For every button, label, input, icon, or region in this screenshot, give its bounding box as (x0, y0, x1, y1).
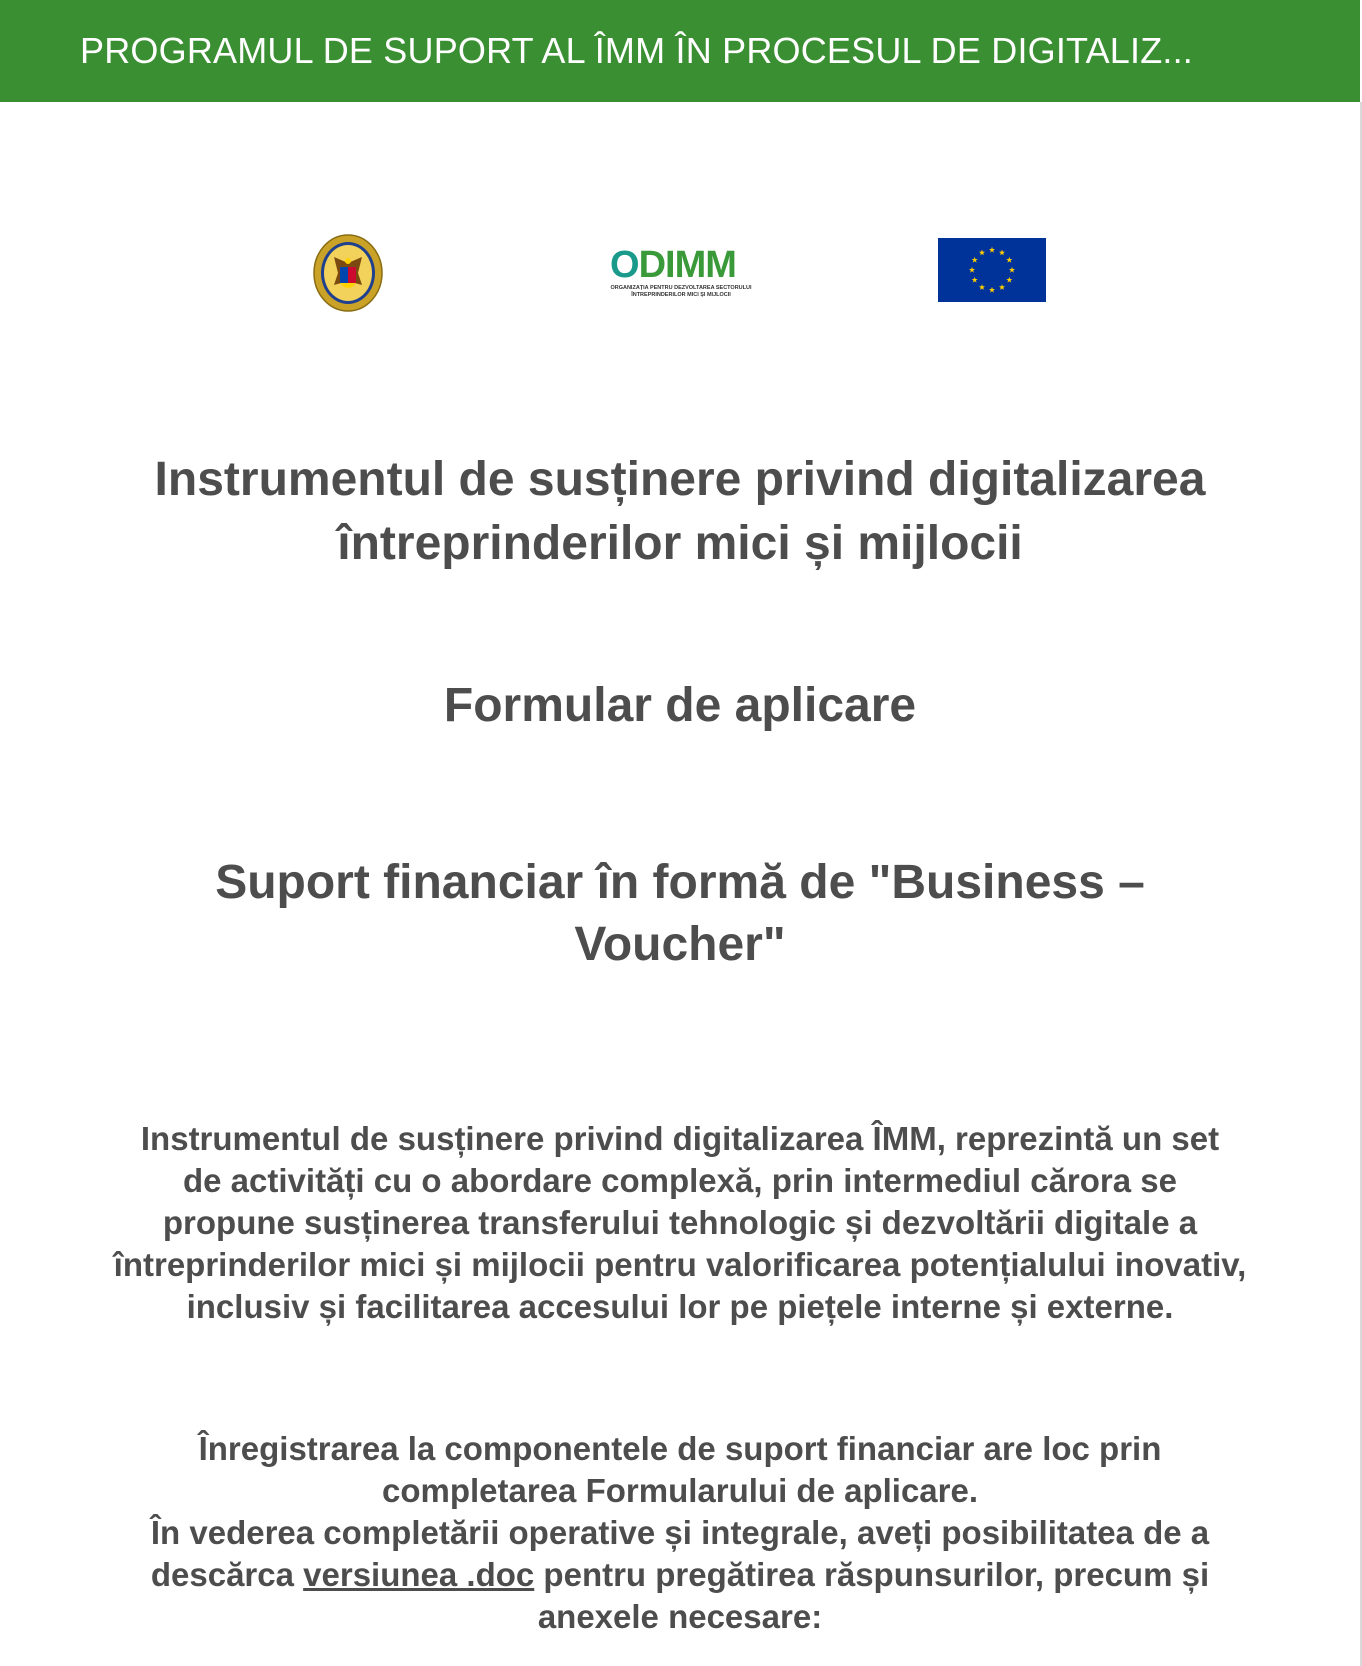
partner-logos (0, 225, 1360, 325)
program-description: Instrumentul de susținere privind digitalizarea ÎMM, reprezintă un set de activități cu o abordare complexă, prin intermediul cărora se propune susținerea transferului tehnologic și dezvoltării digitale a întreprinderilor mici și mijlocii pentru valorificarea potențialului inovativ, inclusiv și facilitarea accesului lor pe piețele interne și externe. (113, 1120, 1247, 1325)
voucher-title: Suport financiar în formă de "Business – Voucher" (215, 856, 1145, 971)
odimm-subtitle: ORGANIZAȚIA PENTRU DEZVOLTAREA SECTORULUI ÎNTREPRINDERILOR MICI ȘI MIJLOCII (610, 285, 752, 298)
odimm-logo (610, 245, 752, 297)
download-doc-link[interactable]: versiunea .doc (303, 1556, 535, 1593)
header-title: PROGRAMUL DE SUPORT AL ÎMM ÎN PROCESUL DE DIGITALIZ... (80, 30, 1194, 71)
eu-flag-icon (938, 238, 1046, 302)
registration-instructions: Înregistrarea la componentele de suport financiar are loc prin completarea Formularului de aplicare. În vederea completării operative și integrale, aveți posibilitatea de a descărca versiunea .doc pentru pregătirea răspunsurilor, precum și anexele necesare: (60, 1428, 1300, 1638)
download-line: descărca versiunea .doc pentru pregătirea răspunsurilor, precum și (150, 1556, 1210, 1593)
form-title: Formular de aplicare (443, 679, 917, 732)
moldova-government-seal-icon (312, 233, 384, 313)
page-title: Instrumentul de susținere privind digitalizarea întreprinderilor mici și mijlocii (154, 453, 1206, 570)
odimm-mark: ODIMM (610, 244, 736, 286)
header-bar (0, 0, 1360, 102)
